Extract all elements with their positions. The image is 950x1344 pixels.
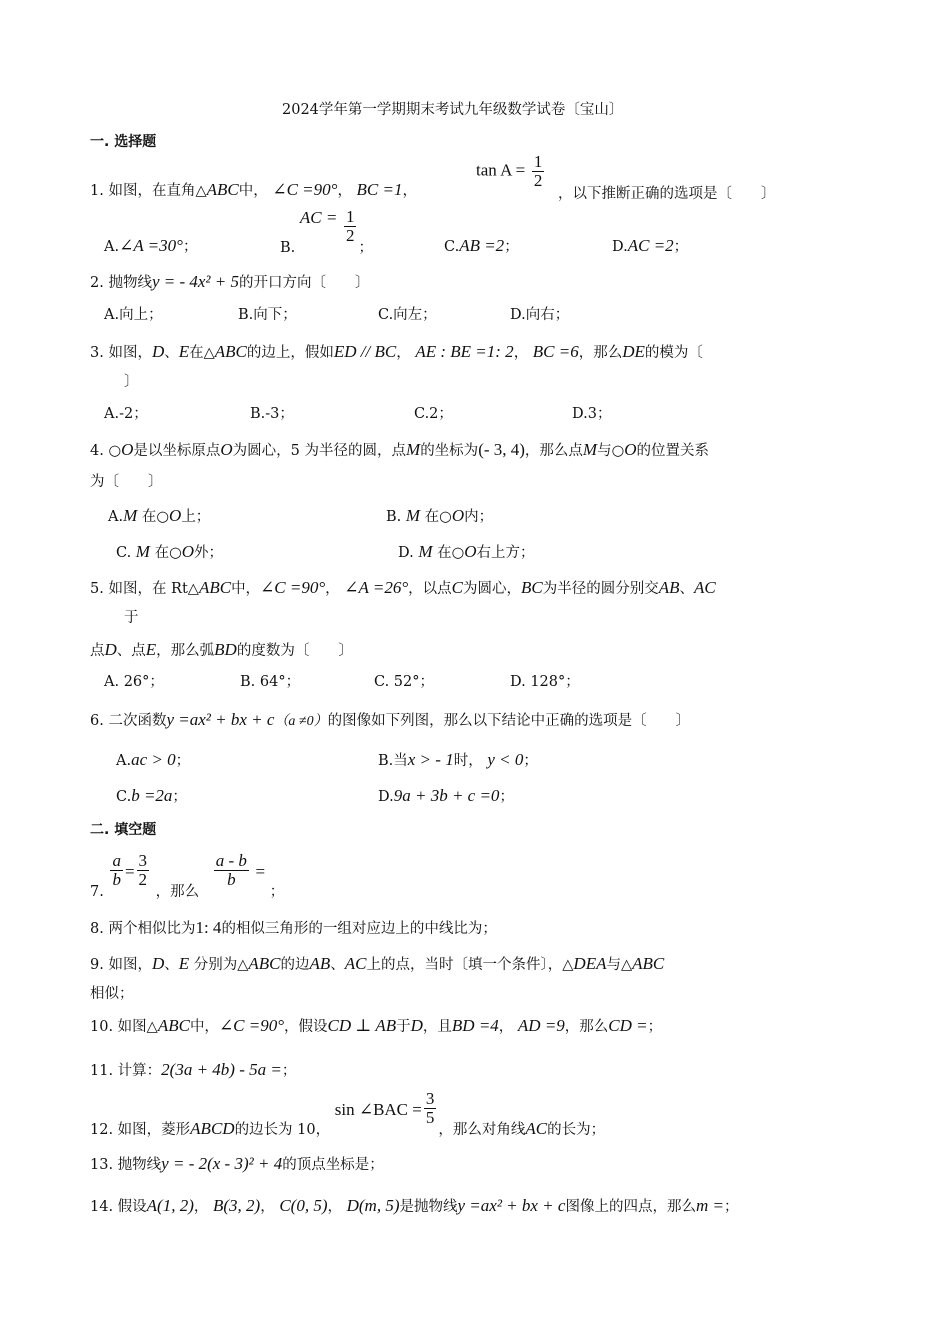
- section-heading-fill: 二. 填空题: [90, 822, 157, 838]
- question-10: 10. 如图△ABC中，∠C =90°，假设CD ⊥ AB于D，且BD =4， AD =9，那么CD =；: [90, 1016, 663, 1035]
- question-9-line2: 相似；: [90, 986, 134, 1002]
- section-heading-choice: 一. 选择题: [90, 134, 157, 150]
- q5-option-c: C. 52°；: [374, 674, 434, 690]
- q5-option-b: B. 64°；: [240, 674, 301, 690]
- question-6: 6. 二次函数y =ax² + bx + c（a ≠0）的图像如下列图，那么以下结论中正确的选项是〔 〕: [90, 710, 691, 729]
- q6-option-c: C.b =2a；: [116, 786, 187, 805]
- q3-option-a: A.-2；: [104, 406, 148, 422]
- q3-option-b: B.-3；: [250, 406, 294, 422]
- q5-option-a: A. 26°；: [104, 674, 164, 690]
- question-1-tan: tan A = $\frac{1}{2}$: [476, 152, 543, 190]
- question-13: 13. 抛物线y = - 2(x - 3)² + 4的顶点坐标是；: [90, 1154, 384, 1173]
- question-4: 4. ○O是以坐标原点O为圆心，5 为半径的圆，点M的坐标为(- 3, 4)，那么点M与○O的位置关系: [90, 440, 710, 459]
- question-14: 14. 假设A(1, 2)， B(3, 2)， C(0, 5)， D(m, 5)是抛物线y =ax² + bx + c图像上的四点，那么m =；: [90, 1196, 739, 1215]
- q4-option-b: B. M 在○O内；: [386, 506, 494, 525]
- q1-option-d: D.AC =2；: [612, 236, 689, 255]
- q6-option-b: B.当x > - 1时， y < 0；: [378, 750, 538, 769]
- question-1: 1. 如图，在直角△ABC中， ∠C =90°， BC =1，: [90, 180, 417, 199]
- question-5-line3: 点D、点E，那么弧BD的度数为〔 〕: [90, 640, 353, 659]
- q3-option-c: C.2；: [414, 406, 453, 422]
- q1-option-a: A.∠A =30°；: [104, 236, 198, 255]
- fraction: $\frac{1}{2}$: [533, 152, 543, 190]
- question-7: 7. $\frac{a}{b}$ = $\frac{3}{2}$ ，那么 $\frac{a - b}{b}$ = ；: [90, 851, 285, 900]
- q6-option-d: D.9a + 3b + c =0；: [378, 786, 514, 805]
- question-4-line2: 为〔 〕: [90, 474, 163, 490]
- question-9: 9. 如图，D、E 分别为△ABC的边AB、AC上的点，当时〔填一个条件〕，△DEA与△ABC: [90, 954, 665, 973]
- question-11: 11. 计算：2(3a + 4b) - 5a =；: [90, 1060, 297, 1079]
- question-2: 2. 抛物线y = - 4x² + 5的开口方向〔 〕: [90, 272, 370, 291]
- q5-option-d: D. 128°；: [510, 674, 580, 690]
- page-title: 2024学年第一学期期末考试九年级数学试卷〔宝山〕: [282, 102, 624, 118]
- q3-option-d: D.3；: [572, 406, 612, 422]
- question-5: 5. 如图，在 Rt△ABC中，∠C =90°， ∠A =26°，以点C为圆心，BC为半径的圆分别交AB、AC: [90, 578, 716, 597]
- q4-option-a: A.M 在○O上；: [108, 506, 211, 525]
- question-3-line2: 〕: [124, 374, 139, 390]
- question-12: 12. 如图，菱形ABCD的边长为 10， sin ∠BAC = $\frac{3}{5}$ ，那么对角线AC的长为；: [90, 1089, 606, 1138]
- q1-option-b: B. AC = $\frac{1}{2}$ ；: [280, 207, 373, 256]
- q1-option-c: C.AB =2；: [444, 236, 519, 255]
- q2-option-b: B.向下；: [238, 307, 297, 323]
- question-1-tail: ，以下推断正确的选项是〔 〕: [558, 186, 776, 202]
- q4-option-c: C. M 在○O外；: [116, 542, 224, 561]
- question-5-line2: 于: [124, 610, 139, 626]
- q6-option-a: A.ac > 0；: [116, 750, 191, 769]
- q4-option-d: D. M 在○O右上方；: [398, 542, 535, 561]
- q2-option-d: D.向右；: [510, 307, 570, 323]
- question-3: 3. 如图，D、E在△ABC的边上，假如ED // BC， AE : BE =1: 2， BC =6，那么DE的模为〔: [90, 342, 703, 361]
- question-8: 8. 两个相似比为1: 4的相似三角形的一组对应边上的中线比为；: [90, 918, 497, 937]
- q2-option-a: A.向上；: [104, 307, 163, 323]
- q2-option-c: C.向左；: [378, 307, 437, 323]
